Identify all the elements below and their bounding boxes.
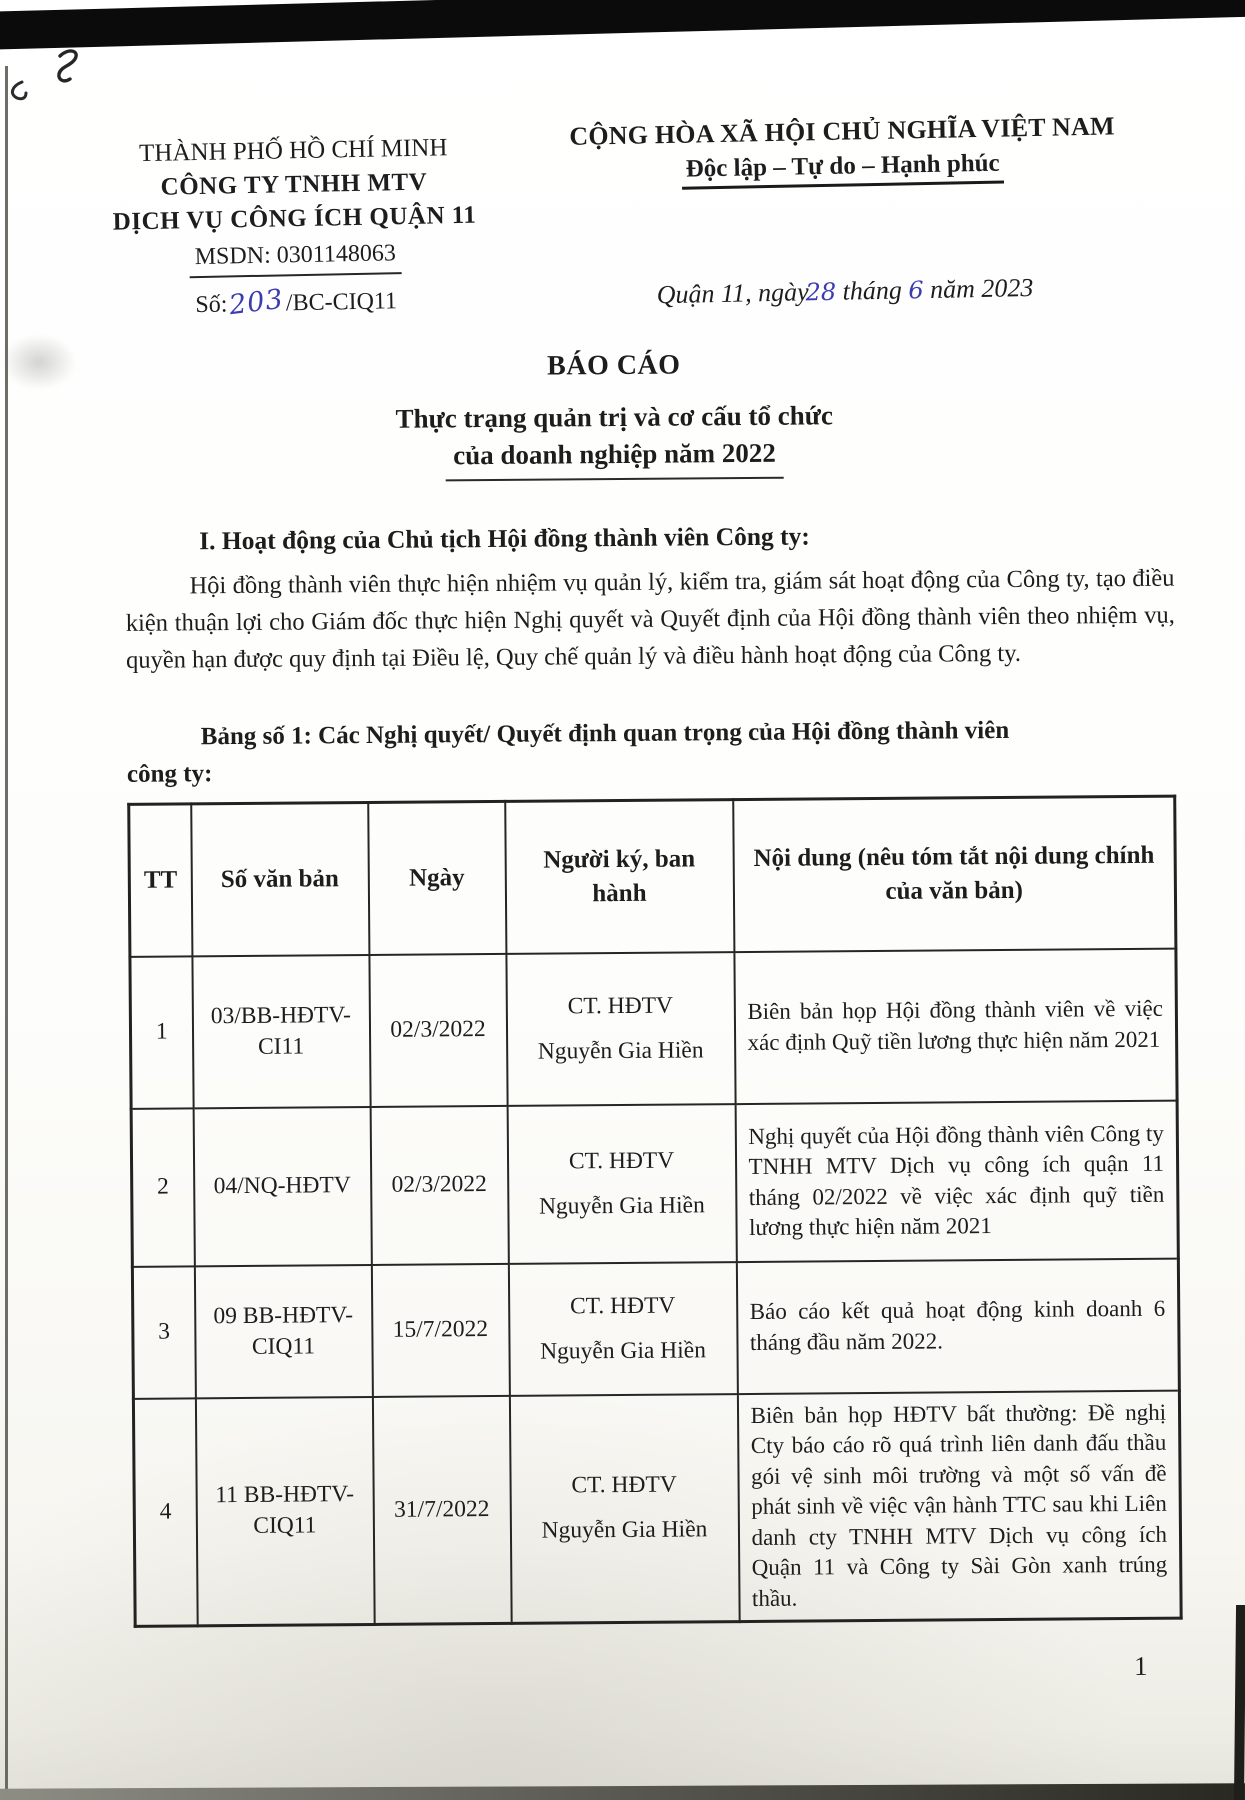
cell-tt: 2	[131, 1108, 194, 1266]
table-row	[133, 1390, 1181, 1626]
col-header-nguoi-ky: Người ký, ban hành	[505, 800, 734, 954]
issuing-org-block	[28, 129, 561, 325]
cell-ngay: 02/3/2022	[369, 953, 507, 1106]
cell-tt: 3	[132, 1266, 195, 1398]
cell-noi-dung: Biên bản họp Hội đồng thành viên về việc xác định Quỹ tiền lương thực hiện năm 2021	[734, 948, 1177, 1103]
cell-tt: 4	[133, 1398, 197, 1626]
date-mid: tháng	[842, 275, 903, 306]
table-row	[132, 1258, 1179, 1398]
page-number: 1	[1133, 1650, 1148, 1681]
cell-nguoi-ky	[509, 1394, 739, 1624]
signer-title: CT. HĐTV	[571, 1471, 677, 1499]
col-header-ngay: Ngày	[368, 801, 506, 954]
section-1-heading: I. Hoạt động của Chủ tịch Hội đồng thành viên Công ty:	[199, 521, 810, 556]
report-subtitle-1: Thực trạng quản trị và cơ cấu tổ chức	[395, 400, 833, 434]
table-1-caption	[127, 711, 1177, 793]
date-line	[566, 271, 1124, 312]
org-city: THÀNH PHỐ HỒ CHÍ MINH	[138, 134, 448, 168]
cell-noi-dung: Báo cáo kết quả hoạt động kinh doanh 6 tháng đầu năm 2022.	[736, 1258, 1179, 1393]
cell-ngay: 02/3/2022	[370, 1105, 508, 1264]
cell-noi-dung: Biên bản họp HĐTV bất thường: Đề nghị Cty báo cáo rõ quá trình liên danh đấu thầu gói vệ sinh môi trường và một số vấn đề phát sinh về việc vận hành TTC sau khi Liên danh cty TNHH MTV Dịch vụ công ích Quận 11 và Công ty Sài Gòn xanh trúng thầu.	[737, 1390, 1181, 1621]
cell-noi-dung: Nghị quyết của Hội đồng thành viên Công ty TNHH MTV Dịch vụ công ích quận 11 tháng 02/2022 về việc xác định quỹ tiền lương thực hiện năm 2021	[735, 1100, 1178, 1261]
section-1-paragraph: Hội đồng thành viên thực hiện nhiệm vụ quản lý, kiểm tra, giám sát hoạt động của Công ty, tạo điều kiện thuận lợi cho Giám đốc thực hiện Nghị quyết và Quyết định của Hội đồng thành viên theo nhiệm vụ, quyền hạn được quy định tại Điều lệ, Quy chế quản lý và điều hành hoạt động của Công ty.	[125, 564, 1175, 674]
cell-so-van-ban: 09 BB-HĐTV-CIQ11	[194, 1264, 372, 1397]
document-header	[0, 0, 1242, 352]
cell-nguoi-ky	[507, 1104, 736, 1264]
table-1-caption-line2: công ty:	[126, 760, 213, 788]
signer-title: CT. HĐTV	[567, 992, 674, 1019]
signer-name: Nguyễn Gia Hiền	[540, 1336, 707, 1365]
doc-number-handwritten: 203	[227, 283, 286, 322]
signer-name: Nguyễn Gia Hiền	[537, 1036, 704, 1065]
signer-title: CT. HĐTV	[568, 1147, 675, 1174]
cell-tt: 1	[130, 956, 193, 1108]
signer-name: Nguyễn Gia Hiền	[538, 1191, 705, 1220]
cell-nguoi-ky	[508, 1262, 737, 1396]
document-body	[125, 516, 1183, 1628]
cell-so-van-ban: 03/BB-HĐTV-CI11	[192, 954, 370, 1107]
table-row	[130, 948, 1177, 1108]
report-title-block	[124, 346, 1105, 484]
org-msdn: MSDN: 0301148063	[189, 236, 401, 278]
decisions-table	[127, 795, 1182, 1628]
national-header-block	[563, 108, 1125, 312]
signer-title: CT. HĐTV	[569, 1292, 676, 1319]
report-subtitle-2: của doanh nghiệp năm 2022	[445, 435, 784, 482]
cell-so-van-ban: 11 BB-HĐTV-CIQ11	[195, 1396, 374, 1625]
national-title: CỘNG HÒA XÃ HỘI CHỦ NGHĨA VIỆT NAM	[569, 111, 1115, 151]
report-subtitle-2-line	[124, 432, 1104, 484]
doc-number-suffix: /BC-CIQ11	[285, 288, 398, 317]
cell-so-van-ban: 04/NQ-HĐTV	[193, 1106, 371, 1265]
date-day-handwritten: 28	[805, 277, 837, 307]
date-prefix: Quận 11, ngày	[656, 277, 809, 310]
scan-edge-right-sliver	[1234, 1605, 1245, 1800]
doc-number-prefix: Số:	[195, 291, 228, 319]
document-number-line	[31, 280, 562, 325]
cell-ngay: 31/7/2022	[372, 1395, 511, 1624]
org-company-line2: DỊCH VỤ CÔNG ÍCH QUẬN 11	[112, 201, 477, 236]
org-company-line1: CÔNG TY TNHH MTV	[160, 168, 428, 201]
table-header-row	[129, 796, 1176, 956]
report-title: BÁO CÁO	[546, 349, 681, 382]
table-1-caption-line1: Bảng số 1: Các Nghị quyết/ Quyết định quan trọng của Hội đồng thành viên	[200, 716, 1010, 751]
col-header-tt: TT	[129, 804, 192, 956]
signer-name: Nguyễn Gia Hiền	[541, 1516, 708, 1544]
cell-nguoi-ky	[506, 952, 735, 1106]
table-row	[131, 1100, 1178, 1266]
col-header-noi-dung: Nội dung (nêu tóm tắt nội dung chính của văn bản)	[733, 796, 1176, 951]
national-motto: Độc lập – Tự do – Hạnh phúc	[681, 150, 1004, 190]
date-suffix: năm 2023	[929, 272, 1034, 304]
cell-ngay: 15/7/2022	[371, 1263, 509, 1396]
col-header-so-van-ban: Số văn bản	[191, 802, 369, 955]
date-month-handwritten: 6	[908, 276, 924, 305]
